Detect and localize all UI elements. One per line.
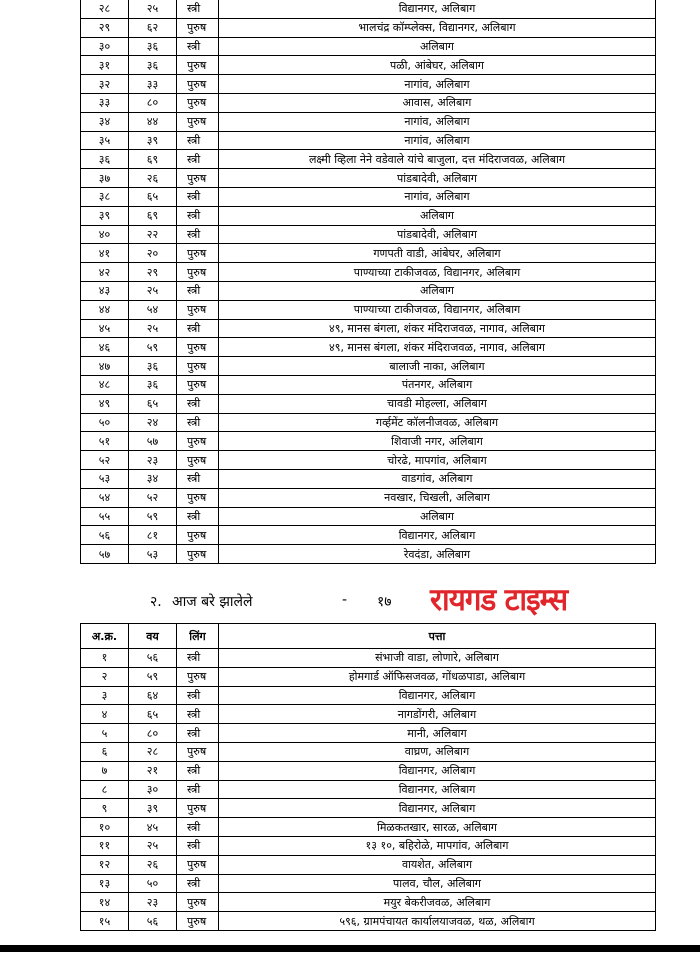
header-age: वय	[129, 624, 177, 649]
cell-age: ३६	[129, 56, 177, 75]
cell-gender: स्त्री	[177, 150, 219, 169]
table-row	[81, 75, 656, 94]
table-row	[81, 375, 656, 394]
cell-address: वायशेत, अलिबाग	[219, 855, 656, 874]
table-row	[81, 338, 656, 357]
table-row	[81, 394, 656, 413]
cell-address: नागांव, अलिबाग	[219, 131, 656, 150]
cell-age: २९	[129, 263, 177, 282]
table2-body	[81, 649, 656, 931]
cell-address: नागांव, अलिबाग	[219, 187, 656, 206]
cell-serial: ३६	[81, 150, 129, 169]
cell-age: २३	[129, 893, 177, 912]
cell-address: अलिबाग	[219, 37, 656, 56]
cell-address: मिळकतखार, सारळ, अलिबाग	[219, 818, 656, 837]
cell-serial: ३	[81, 686, 129, 705]
cell-gender: स्त्री	[177, 705, 219, 724]
cell-serial: ४८	[81, 375, 129, 394]
table-row	[81, 18, 656, 37]
cell-gender: पुरुष	[177, 667, 219, 686]
cell-serial: ५७	[81, 545, 129, 564]
table-row	[81, 37, 656, 56]
section-number: २.	[150, 594, 162, 610]
cell-age: ३६	[129, 37, 177, 56]
cell-serial: ६	[81, 742, 129, 761]
cell-serial: ९	[81, 799, 129, 818]
cell-serial: १२	[81, 855, 129, 874]
cell-gender: स्त्री	[177, 37, 219, 56]
cell-serial: ५२	[81, 451, 129, 470]
cell-address: विद्यानगर, अलिबाग	[219, 0, 656, 18]
cell-gender: पुरुष	[177, 56, 219, 75]
cell-serial: ३८	[81, 187, 129, 206]
cell-serial: ३७	[81, 169, 129, 188]
table1-body	[81, 0, 656, 563]
cell-address: पांडबादेवी, अलिबाग	[219, 225, 656, 244]
cell-address: गणपती वाडी, आंबेघर, अलिबाग	[219, 244, 656, 263]
cell-address: भालचंद्र कॉम्प्लेक्स, विद्यानगर, अलिबाग	[219, 18, 656, 37]
table-row	[81, 112, 656, 131]
cell-gender: पुरुष	[177, 169, 219, 188]
cell-serial: ४५	[81, 319, 129, 338]
table-row	[81, 93, 656, 112]
cell-serial: ४९	[81, 394, 129, 413]
cell-gender: पुरुष	[177, 912, 219, 931]
cell-gender: पुरुष	[177, 526, 219, 545]
cell-serial: ११	[81, 836, 129, 855]
cell-age: ५७	[129, 432, 177, 451]
table-row	[81, 451, 656, 470]
cell-gender: स्त्री	[177, 206, 219, 225]
cell-address: नागांव, अलिबाग	[219, 75, 656, 94]
cell-age: ४५	[129, 818, 177, 837]
cell-address: आवास, अलिबाग	[219, 93, 656, 112]
cell-age: २६	[129, 855, 177, 874]
cell-age: ३४	[129, 469, 177, 488]
cell-serial: १३	[81, 874, 129, 893]
header-gender: लिंग	[177, 624, 219, 649]
cell-serial: ३४	[81, 112, 129, 131]
header-address: पत्ता	[219, 624, 656, 649]
cell-address: विद्यानगर, अलिबाग	[219, 761, 656, 780]
table-row	[81, 912, 656, 931]
table-row	[81, 526, 656, 545]
cell-serial: ८	[81, 780, 129, 799]
cell-serial: ५०	[81, 413, 129, 432]
cell-serial: ५३	[81, 469, 129, 488]
cell-age: २१	[129, 761, 177, 780]
cell-age: २८	[129, 742, 177, 761]
cell-gender: स्त्री	[177, 413, 219, 432]
cell-serial: ५६	[81, 526, 129, 545]
cell-serial: १५	[81, 912, 129, 931]
cell-address: पालव, चौल, अलिबाग	[219, 874, 656, 893]
cell-gender: पुरुष	[177, 742, 219, 761]
cell-gender: स्त्री	[177, 187, 219, 206]
cell-gender: स्त्री	[177, 507, 219, 526]
cell-age: ३९	[129, 131, 177, 150]
cell-age: ३३	[129, 75, 177, 94]
cell-serial: ५	[81, 724, 129, 743]
cell-address: विद्यानगर, अलिबाग	[219, 686, 656, 705]
cell-serial: ४२	[81, 263, 129, 282]
recovered-count: १७	[377, 594, 392, 610]
cell-age: ४४	[129, 112, 177, 131]
cell-age: ५६	[129, 649, 177, 668]
cell-gender: स्त्री	[177, 469, 219, 488]
cell-serial: ५१	[81, 432, 129, 451]
cell-age: ५०	[129, 874, 177, 893]
table-row	[81, 649, 656, 668]
table-row	[81, 780, 656, 799]
table-row	[81, 169, 656, 188]
cell-age: २२	[129, 225, 177, 244]
cell-gender: पुरुष	[177, 300, 219, 319]
cell-gender: पुरुष	[177, 432, 219, 451]
cell-age: २५	[129, 281, 177, 300]
cell-address: पाण्याच्या टाकीजवळ, विद्यानगर, अलिबाग	[219, 300, 656, 319]
cell-age: २६	[129, 169, 177, 188]
cell-age: ६९	[129, 206, 177, 225]
table-row	[81, 319, 656, 338]
cell-serial: ३३	[81, 93, 129, 112]
cell-age: ६४	[129, 686, 177, 705]
cell-age: ३०	[129, 780, 177, 799]
cell-serial: ४१	[81, 244, 129, 263]
cell-address: नागांव, अलिबाग	[219, 112, 656, 131]
cell-address: पांडबादेवी, अलिबाग	[219, 169, 656, 188]
cell-serial: ४४	[81, 300, 129, 319]
cell-address: नवखार, चिखली, अलिबाग	[219, 488, 656, 507]
cell-address: पंतनगर, अलिबाग	[219, 375, 656, 394]
cell-address: ५९६, ग्रामपंचायत कार्यालयाजवळ, थळ, अलिबाग	[219, 912, 656, 931]
cell-gender: स्त्री	[177, 131, 219, 150]
cell-age: ६९	[129, 150, 177, 169]
cell-serial: ३९	[81, 206, 129, 225]
table-row	[81, 799, 656, 818]
table-row	[81, 705, 656, 724]
table-row	[81, 281, 656, 300]
cell-serial: २	[81, 667, 129, 686]
cell-gender: स्त्री	[177, 818, 219, 837]
cell-address: १३ १०, बहिरोळे, मापगांव, अलिबाग	[219, 836, 656, 855]
cell-gender: पुरुष	[177, 375, 219, 394]
table-row	[81, 187, 656, 206]
cell-age: २४	[129, 413, 177, 432]
cell-address: अलिबाग	[219, 281, 656, 300]
table-row	[81, 855, 656, 874]
cell-address: लक्ष्मी व्हिला नेने वडेवाले यांचे बाजुला, दत्त मंदिराजवळ, अलिबाग	[219, 150, 656, 169]
cell-gender: पुरुष	[177, 893, 219, 912]
cell-gender: स्त्री	[177, 761, 219, 780]
cell-address: विद्यानगर, अलिबाग	[219, 799, 656, 818]
cell-gender: स्त्री	[177, 874, 219, 893]
cell-gender: स्त्री	[177, 836, 219, 855]
table-row	[81, 0, 656, 18]
cell-address: ४९, मानस बंगला, शंकर मंदिराजवळ, नागाव, अलिबाग	[219, 338, 656, 357]
table-row	[81, 206, 656, 225]
table-row	[81, 761, 656, 780]
cell-gender: पुरुष	[177, 545, 219, 564]
cell-gender: पुरुष	[177, 93, 219, 112]
cell-age: २५	[129, 0, 177, 18]
cell-age: २०	[129, 244, 177, 263]
cell-serial: ४६	[81, 338, 129, 357]
raigad-times-logo: रायगड टाइम्स	[430, 582, 568, 618]
cell-address: चोरढे, मापगांव, अलिबाग	[219, 451, 656, 470]
cell-serial: २९	[81, 18, 129, 37]
cell-address: मानी, अलिबाग	[219, 724, 656, 743]
cell-serial: ३५	[81, 131, 129, 150]
cell-address: चावडी मोहल्ला, अलिबाग	[219, 394, 656, 413]
cell-age: ६२	[129, 18, 177, 37]
cell-address: गर्व्हमेंट कॉलनीजवळ, अलिबाग	[219, 413, 656, 432]
cell-age: ५६	[129, 912, 177, 931]
cell-gender: पुरुष	[177, 488, 219, 507]
cell-serial: २८	[81, 0, 129, 18]
cell-address: मयुर बेकरीजवळ, अलिबाग	[219, 893, 656, 912]
cell-serial: ५५	[81, 507, 129, 526]
cell-address: शिवाजी नगर, अलिबाग	[219, 432, 656, 451]
cell-address: संभाजी वाडा, लोणारे, अलिबाग	[219, 649, 656, 668]
cell-gender: स्त्री	[177, 724, 219, 743]
cell-gender: स्त्री	[177, 225, 219, 244]
cell-gender: स्त्री	[177, 686, 219, 705]
cell-gender: स्त्री	[177, 0, 219, 18]
table-row	[81, 874, 656, 893]
cell-gender: पुरुष	[177, 263, 219, 282]
table-row	[81, 836, 656, 855]
table-row	[81, 413, 656, 432]
table-row	[81, 225, 656, 244]
cell-gender: पुरुष	[177, 799, 219, 818]
table-row	[81, 244, 656, 263]
table-row	[81, 818, 656, 837]
table-row	[81, 357, 656, 376]
cell-gender: स्त्री	[177, 649, 219, 668]
cell-serial: ४०	[81, 225, 129, 244]
cell-serial: ४	[81, 705, 129, 724]
cell-serial: १४	[81, 893, 129, 912]
cell-serial: ७	[81, 761, 129, 780]
cell-address: रेवदंडा, अलिबाग	[219, 545, 656, 564]
cell-gender: पुरुष	[177, 18, 219, 37]
cell-serial: ३२	[81, 75, 129, 94]
section-title: आज बरे झालेले	[172, 594, 253, 610]
recovered-table	[80, 623, 656, 931]
cell-age: ६५	[129, 187, 177, 206]
table-row	[81, 432, 656, 451]
cell-age: ५९	[129, 667, 177, 686]
cell-serial: ३०	[81, 37, 129, 56]
cell-serial: १	[81, 649, 129, 668]
table-row	[81, 893, 656, 912]
table-row	[81, 263, 656, 282]
table-row	[81, 686, 656, 705]
cell-gender: स्त्री	[177, 394, 219, 413]
cell-age: ५३	[129, 545, 177, 564]
cell-age: २५	[129, 836, 177, 855]
cell-age: ८०	[129, 93, 177, 112]
table-row	[81, 150, 656, 169]
cell-serial: ४७	[81, 357, 129, 376]
cell-address: वाघ्रण, अलिबाग	[219, 742, 656, 761]
cell-age: ५२	[129, 488, 177, 507]
cell-address: पाण्याच्या टाकीजवळ, विद्यानगर, अलिबाग	[219, 263, 656, 282]
table-row	[81, 469, 656, 488]
cell-age: २५	[129, 319, 177, 338]
table-row	[81, 131, 656, 150]
cell-gender: पुरुष	[177, 855, 219, 874]
table-row	[81, 488, 656, 507]
cell-address: होमगार्ड ऑफिसजवळ, गोंधळपाडा, अलिबाग	[219, 667, 656, 686]
cell-gender: स्त्री	[177, 319, 219, 338]
cell-age: ६५	[129, 705, 177, 724]
cell-address: पळी, आंबेघर, अलिबाग	[219, 56, 656, 75]
section-dash: -	[342, 592, 348, 608]
footer-rule	[0, 945, 700, 952]
cell-address: अलिबाग	[219, 206, 656, 225]
cell-address: वाडगांव, अलिबाग	[219, 469, 656, 488]
cell-age: ३९	[129, 799, 177, 818]
table-row	[81, 545, 656, 564]
cell-age: ३६	[129, 375, 177, 394]
cell-address: विद्यानगर, अलिबाग	[219, 526, 656, 545]
table-row	[81, 742, 656, 761]
cell-address: अलिबाग	[219, 507, 656, 526]
cell-address: विद्यानगर, अलिबाग	[219, 780, 656, 799]
table-row	[81, 724, 656, 743]
cell-age: ५९	[129, 507, 177, 526]
cell-gender: पुरुष	[177, 75, 219, 94]
cell-age: ८१	[129, 526, 177, 545]
cell-gender: पुरुष	[177, 112, 219, 131]
table-row	[81, 667, 656, 686]
cell-serial: ३१	[81, 56, 129, 75]
table-header-row	[81, 624, 656, 649]
cell-age: ३६	[129, 357, 177, 376]
cell-age: ८०	[129, 724, 177, 743]
cell-gender: स्त्री	[177, 780, 219, 799]
table-row	[81, 300, 656, 319]
cell-gender: पुरुष	[177, 244, 219, 263]
cell-serial: ५४	[81, 488, 129, 507]
cell-gender: पुरुष	[177, 451, 219, 470]
cell-serial: १०	[81, 818, 129, 837]
table-row	[81, 507, 656, 526]
cell-gender: पुरुष	[177, 338, 219, 357]
cell-gender: पुरुष	[177, 357, 219, 376]
cell-serial: ४३	[81, 281, 129, 300]
cell-age: ५९	[129, 338, 177, 357]
cell-age: ६५	[129, 394, 177, 413]
header-serial: अ.क्र.	[81, 624, 129, 649]
cell-gender: स्त्री	[177, 281, 219, 300]
cell-age: २३	[129, 451, 177, 470]
cell-address: ४९, मानस बंगला, शंकर मंदिराजवळ, नागाव, अलिबाग	[219, 319, 656, 338]
table-row	[81, 56, 656, 75]
patients-table-continued	[80, 0, 656, 564]
cell-age: ५४	[129, 300, 177, 319]
cell-address: नागडोंगरी, अलिबाग	[219, 705, 656, 724]
cell-address: बालाजी नाका, अलिबाग	[219, 357, 656, 376]
